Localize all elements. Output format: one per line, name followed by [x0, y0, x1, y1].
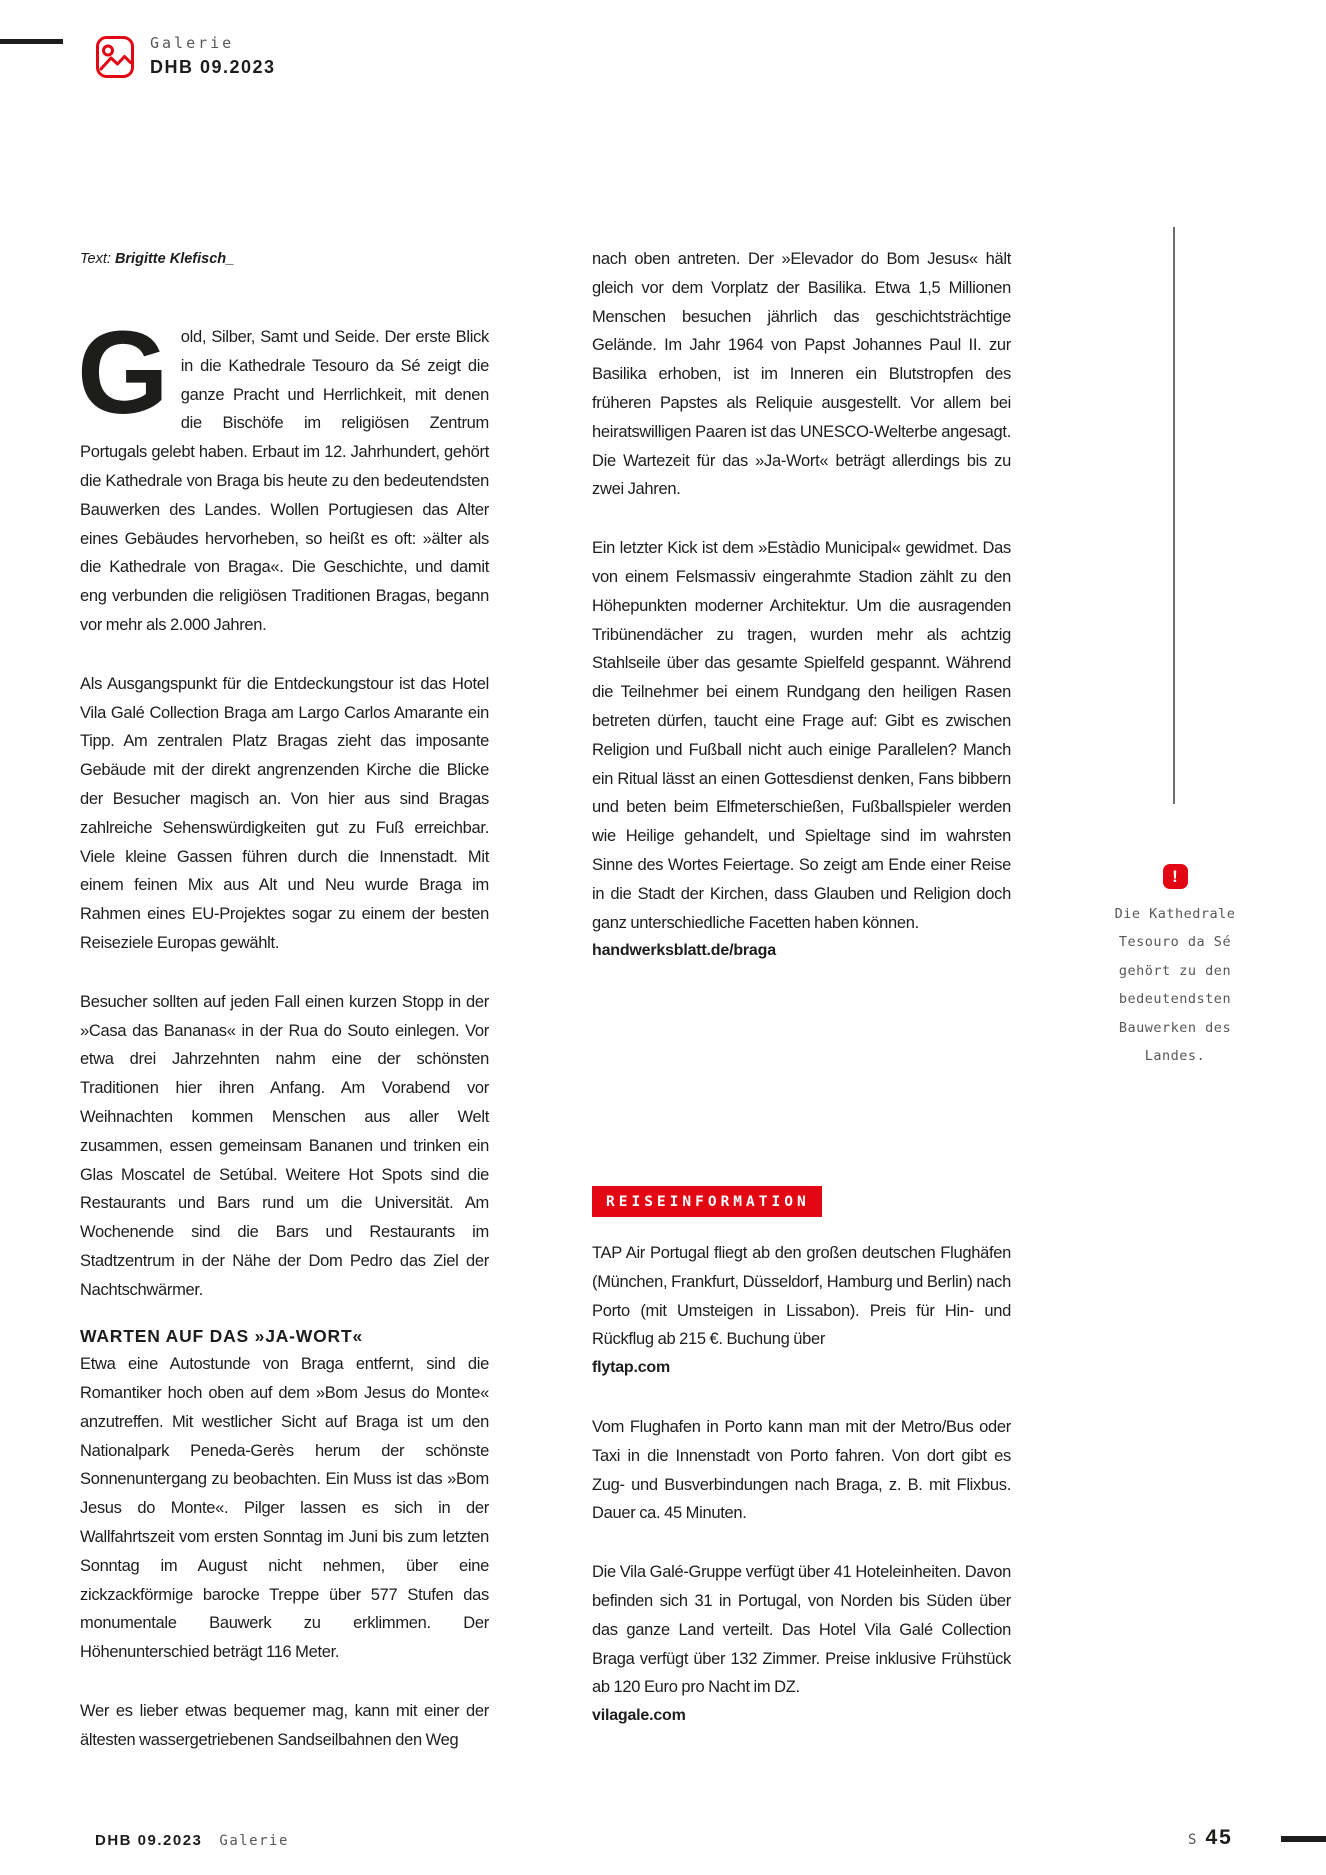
exclamation-icon: ! — [1163, 864, 1188, 889]
issue-label: DHB 09.2023 — [150, 57, 276, 77]
article-right-column — [592, 245, 1011, 966]
header-text — [150, 33, 276, 77]
footer-left — [95, 1832, 289, 1849]
section-label: Galerie — [150, 34, 235, 52]
byline-author: Brigitte Klefisch_ — [114, 251, 235, 267]
paragraph: TAP Air Portugal fliegt ab den großen deutschen Flughäfen (München, Frankfurt, Düsseldorf, Hamburg und Berlin) nach Porto (mit Umsteigen in Lissabon). Preis für Hin- und Rückflug ab 215 €. Buchung über — [592, 1244, 1011, 1349]
paragraph: Als Ausgangspunkt für die Entdeckungstour ist das Hotel Vila Galé Collection Braga am Largo Carlos Amarante ein Tipp. Am zentralen Platz Bragas zieht das imposante Gebäude mit der direkt angrenzenden Kirche die Blicke der Besucher magisch an. Von hier aus sind Bragas zahlreiche Sehenswürdigkeiten gut zu Fuß erreichbar. Viele kleine Gassen führen durch die Innenstadt. Mit einem feinen Mix aus Alt und Neu wurde Braga im Rahmen eines EU-Projektes sogar zu einem der besten Reiseziele Europas gewählt. — [80, 674, 489, 952]
byline-label: Text: — [80, 251, 111, 267]
paragraph-text: old, Silber, Samt und Seide. Der erste Blick in die Kathedrale Tesouro da Sé zeigt die ganze Pracht und Herrlichkeit, mit denen die Bischöfe im religiösen Zentrum Portugals gelebt haben. Erbaut im 12. Jahrhundert, gehört die Kathedrale von Braga bis heute zu den bedeutendsten Bauwerken des Landes. Wollen Portugiesen das Alter eines Gebäudes hervorheben, so heißt es oft: »älter als die Kathedrale von Braga«. Die Geschichte, und damit eng verbunden die religiösen Traditionen Bragas, begann vor mehr als 2.000 Jahren. — [80, 328, 489, 634]
paragraph: Besucher sollten auf jeden Fall einen kurzen Stopp in der »Casa das Bananas« in der Rua do Souto einlegen. Vor etwa drei Jahrzehnten nahm eine der schönsten Traditionen hier ihren Anfang. Am Vorabend vor Weihnachten kommen Menschen aus aller Welt zusammen, essen gemeinsam Bananen und trinken ein Glas Moscatel de Setúbal. Weitere Hot Spots sind die Restaurants und Bars rund um die Universität. Am Wochenende sind die Bars und Restaurants im Stadtzentrum in der Nähe der Dom Pedro das Ziel der Nachtschwärmer. — [80, 992, 489, 1299]
page-header — [95, 33, 276, 86]
footer-page-indicator — [1188, 1826, 1233, 1850]
subheading: WARTEN AUF DAS »JA-WORT« — [80, 1325, 363, 1346]
footer-page-number: 45 — [1205, 1826, 1233, 1849]
byline — [80, 249, 489, 269]
paragraph: Etwa eine Autostunde von Braga entfernt, sind die Romantiker hoch oben auf dem »Bom Jesus do Monte« anzutreffen. Mit westlicher Sicht auf Braga ist um den Nationalpark Peneda-Gerès herum der schönste Sonnenuntergang zu beobachten. Ein Muss ist das »Bom Jesus do Monte«. Pilger lassen es sich in der Wallfahrtszeit vom ersten Sonntag im Juni bis zum letzten Sonntag im August nicht nehmen, über eine zickzackförmige barocke Treppe über 577 Stufen das monumentale Bauwerk zu erklimmen. Der Höhenunterschied beträgt 116 Meter. — [80, 1355, 489, 1662]
paragraph: nach oben antreten. Der »Elevador do Bom Jesus« hält gleich vor dem Vorplatz der Basilika. Etwa 1,5 Millionen Menschen besuchen jährlich das geschichtsträchtige Gelände. Im Jahr 1964 von Papst Johannes Paul II. zur Basilika erhoben, ist im Inneren ein Blutstropfen des früheren Papstes als Reliquie ausgestellt. Vor allem bei heiratswilligen Paaren ist das UNESCO-Welterbe angesagt. Die Wartezeit für das »Ja-Wort« beträgt allerdings bis zu zwei Jahren. — [592, 250, 1011, 499]
paragraph: Die Vila Galé-Gruppe verfügt über 41 Hoteleinheiten. Davon befinden sich 31 in Portugal, von Norden bis Süden über das ganze Land verteilt. Das Hotel Vila Galé Collection Braga verfügt über 132 Zimmer. Preise inklusive Frühstück ab 120 Euro pro Nacht im DZ. — [592, 1563, 1011, 1697]
flytap-link[interactable]: flytap.com — [592, 1359, 671, 1377]
vilagale-link[interactable]: vilagale.com — [592, 1707, 686, 1725]
margin-note-text: Die Kathedrale Tesouro da Sé gehört zu den bedeutendsten Bauwerken des Landes. — [1114, 906, 1236, 1065]
margin-vertical-rule — [1173, 227, 1175, 804]
paragraph-intro — [77, 307, 489, 640]
footer-issue: DHB 09.2023 — [95, 1832, 203, 1849]
dropcap: G — [77, 307, 167, 439]
footer-section: Galerie — [219, 1833, 289, 1849]
travel-info-tag: REISEINFORMATION — [592, 1186, 822, 1217]
gallery-image-icon — [95, 33, 135, 86]
travel-info-box — [592, 1186, 1011, 1731]
paragraph: Ein letzter Kick ist dem »Estàdio Municipal« gewidmet. Das von einem Felsmassiv eingerahmte Stadion zählt zu den Höhepunkten moderner Architektur. Um die ausragenden Tribünendächer zu tragen, wurden mehr als achtzig Stahlseile über das gesamte Spielfeld gespannt. Während die Teilnehmer bei einem Rundgang den heiligen Rasen betreten dürfen, taucht eine Frage auf: Gibt es zwischen Religion und Fußball nicht auch einige Parallelen? Manch ein Ritual lässt an einen Gottesdienst denken, Fans bibbern und beten beim Elfmeterschießen, Fußballspieler werden wie Heilige gehandelt, und Spieltage sind im wahrsten Sinne des Wortes Feiertage. So zeigt am Ende einer Reise in die Stadt der Kirchen, dass Glauben und Religion doch ganz unterschiedliche Facetten haben können. — [592, 539, 1011, 932]
footer-rule — [1281, 1836, 1326, 1842]
footer-page-prefix: S — [1188, 1832, 1197, 1848]
article-url-link[interactable]: handwerksblatt.de/braga — [592, 942, 776, 960]
top-left-rule — [0, 39, 63, 44]
margin-note — [1096, 864, 1254, 1070]
article-left-column — [77, 249, 489, 1755]
paragraph: Vom Flughafen in Porto kann man mit der Metro/Bus oder Taxi in die Innenstadt von Porto fahren. Von dort gibt es Zug- und Busverbindungen nach Braga, z. B. mit Flixbus. Dauer ca. 45 Minuten. — [592, 1417, 1011, 1523]
paragraph: Wer es lieber etwas bequemer mag, kann mit einer der ältesten wassergetriebenen Sandseilbahnen den Weg — [80, 1702, 489, 1749]
